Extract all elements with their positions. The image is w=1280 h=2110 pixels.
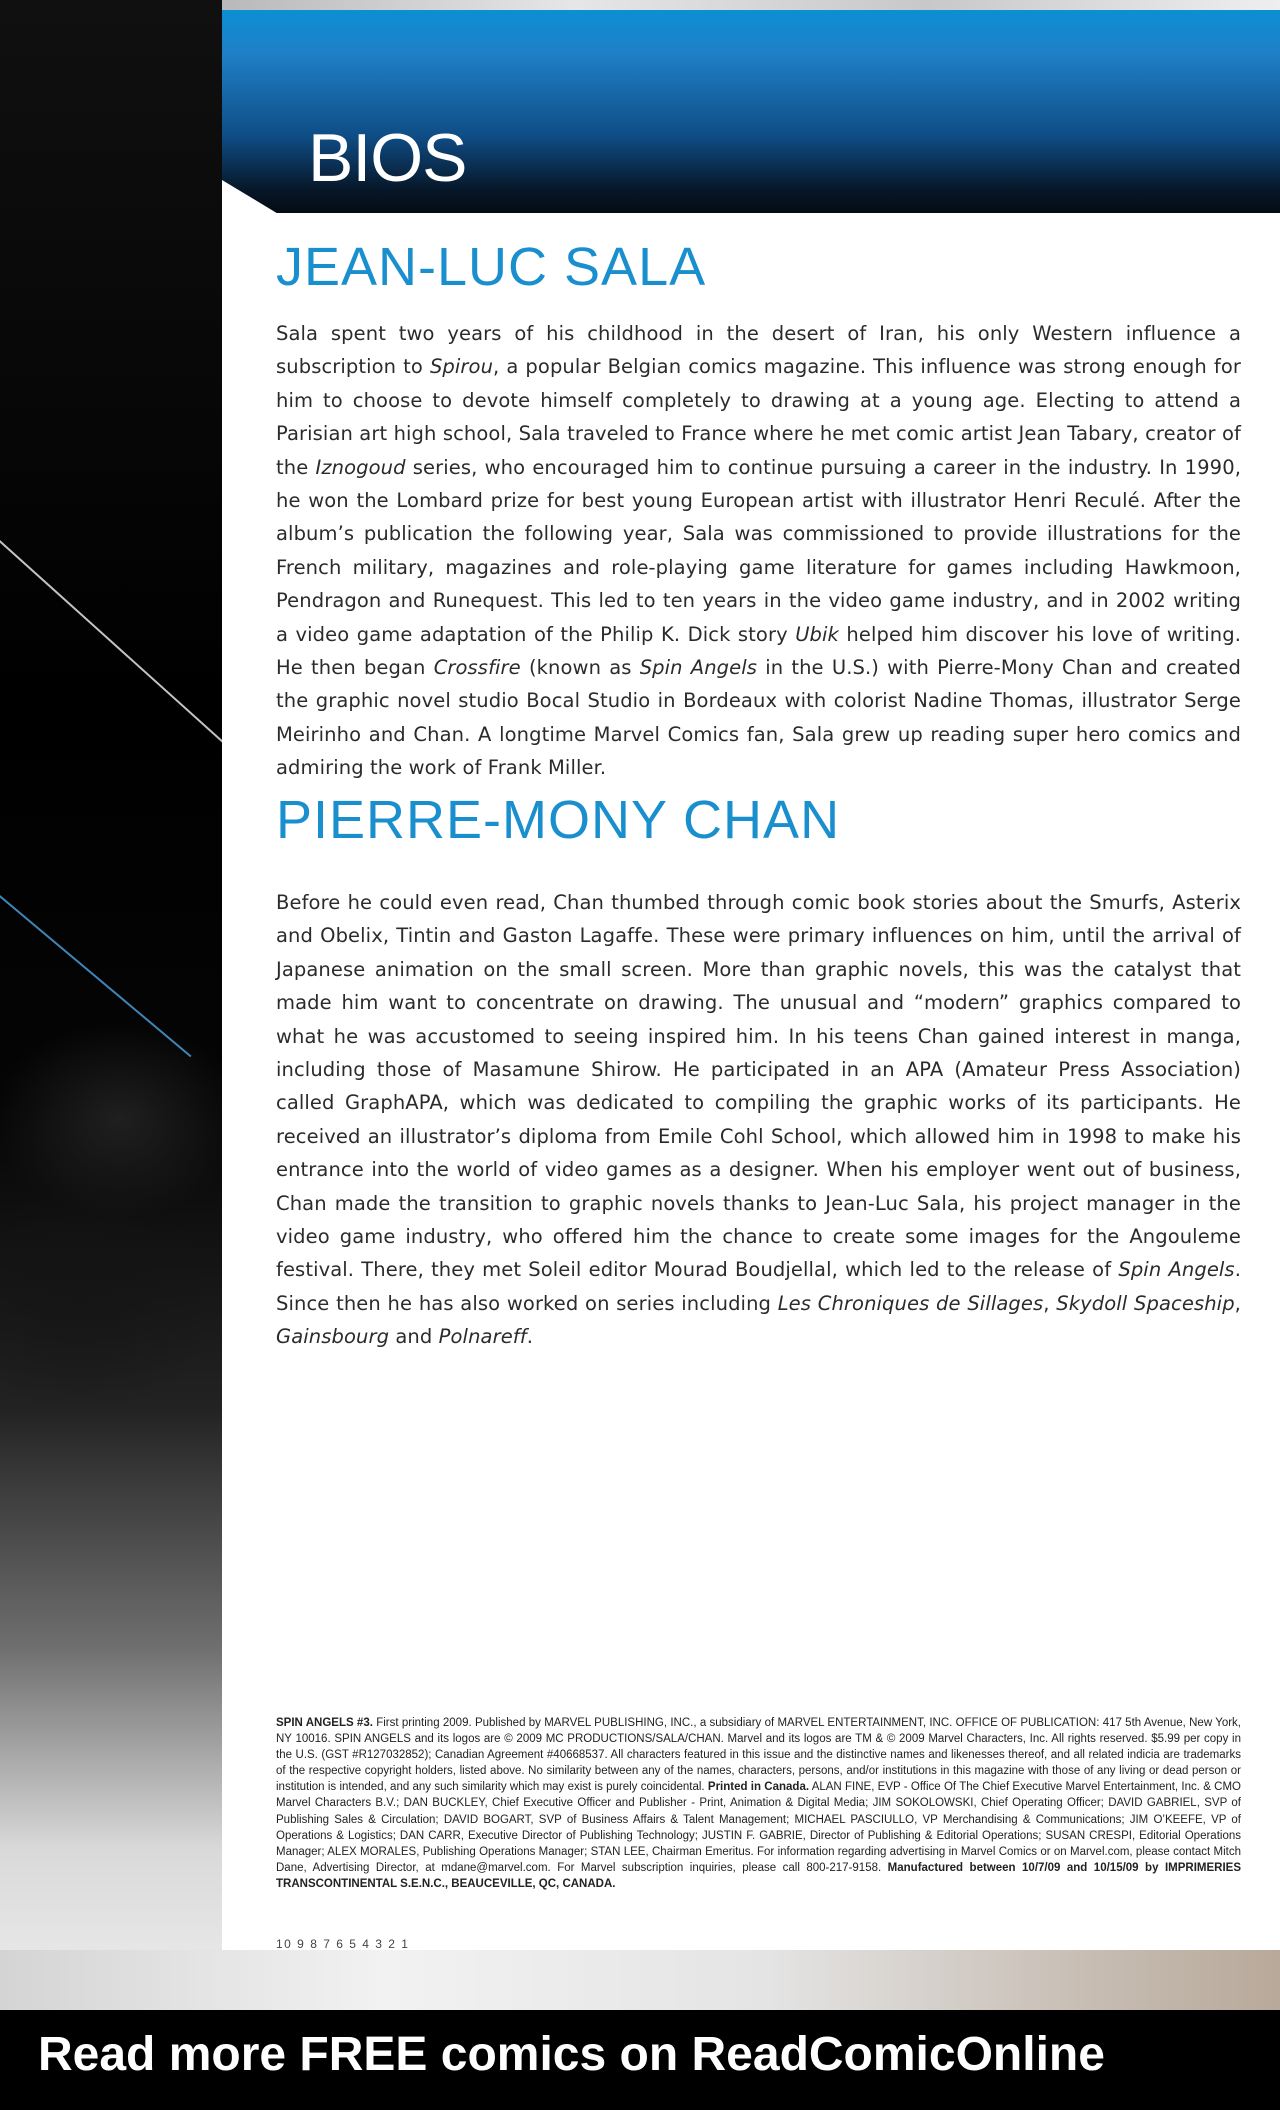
text-run: helped him discover his love of writing. He then began [276,622,1242,680]
header-notch [222,180,280,215]
text-run: , a popular Belgian comics magazine. This influence was strong enough for him to choose to devote himself completely to drawing at a young age. Electing to attend a Parisian art high school, Sala traveled to France where he met comic artist Jean Tabary, creator of the [276,355,1241,479]
text-run: , [1234,1291,1241,1315]
italic-title: Spirou [429,355,494,379]
italic-title: Iznogoud [315,455,406,479]
publication-indicia [276,1715,1241,1892]
bold-text: Manufactured between 10/7/09 and 10/15/09 by IMPRIMERIES TRANSCONTINENTAL S.E.N.C., BEAUCEVILLE, QC, CANADA. [276,1861,1241,1890]
text-run: in the U.S.) with Pierre-Mony Chan and created the graphic novel studio Bocal Studio in Bordeaux with colorist Nadine Thomas, illustrator Serge Meirinho and Chan. A longtime Marvel Comics fan, Sala grew up reading super hero comics and admiring the work of Frank Miller. [276,656,1242,780]
italic-title: Spin Angels [1118,1258,1235,1282]
text-run: Before he could even read, Chan thumbed through comic book stories about the Smurfs, Asterix and Obelix, Tintin and Gaston Lagaffe. These were primary influences on him, until the arrival of Japanese animation on the small screen. More than graphic novels, this was the catalyst that made him want to concentrate on drawing. The unusual and “modern” graphics compared to what he was accustomed to seeing inspired him. In his teens Chan gained interest in manga, including those of Masamune Shirow. He participated in an APA (Amateur Press Association) called GraphAPA, which was dedicated to compiling the graphic works of its participants. He received an illustrator’s diploma from Emile Cohl School, which allowed him in 1998 to make his entrance into the world of video games as a designer. When his employer went out of business, Chan made the transition to graphic novels thanks to Jean-Luc Sala, his project manager in the video game industry, who offered him the chance to create some images for the Angouleme festival. There, they met Soleil editor Mourad Boudjellal, which led to the release of [276,891,1241,1282]
text-run: . Since then he has also worked on series including [276,1258,1242,1315]
bios-page [222,10,1280,1950]
italic-title: Gainsbourg [276,1325,390,1349]
italic-title: Polnareff [438,1325,527,1349]
italic-title: Les Chroniques de Sillages [777,1291,1044,1315]
text-run: ALAN FINE, EVP - Office Of The Chief Executive Marvel Entertainment, Inc. & CMO Marvel Characters B.V.; DAN BUCKLEY, Chief Executive Officer and Publisher - Print, Animation & Digital Media; JIM SOKOLOWSKI, Chief Operating Officer; DAVID GABRIEL, SVP of Publishing Sales & Circulation; DAVID BOGART, SVP of Business Affairs & Talent Management; MICHAEL PASCIULLO, VP Merchandising & Communications; JIM O’KEEFE, VP of Operations & Logistics; DAN CARR, Executive Director of Publishing Technology; JUSTIN F. GABRIE, Director of Publishing & Editorial Operations; SUSAN CRESPI, Editorial Operations Manager; ALEX MORALES, Publishing Operations Manager; STAN LEE, Chairman Emeritus. For information regarding advertising in Marvel Comics or on Marvel.com, please contact Mitch Dane, Advertising Director, at mdane@marvel.com. For Marvel subscription inquiries, please call 800-217-9158. [276,1781,1241,1874]
italic-title: Spin Angels [639,656,758,680]
background-artwork-top [222,0,1280,10]
italic-title: Skydoll Spaceship [1056,1291,1235,1315]
print-run-numbers: 10 9 8 7 6 5 4 3 2 1 [276,1937,410,1951]
bold-text: SPIN ANGELS #3. [276,1717,373,1729]
bio-text-jean-luc-sala [276,317,1241,785]
text-run: and [389,1325,439,1349]
text-run: Sala spent two years of his childhood in the desert of Iran, his only Western influence a subscription to [276,322,1241,379]
text-run: series, who encouraged him to continue pursuing a career in the industry. In 1990, he won the Lombard prize for best young European artist with illustrator Henri Reculé. After the album’s publication the following year, Sala was commissioned to provide illustrations for the French military, magazines and role-playing game literature for games including Hawkmoon, Pendragon and Runequest. This led to ten years in the video game industry, and in 2002 writing a video game adaptation of the Philip K. Dick story [276,455,1241,646]
promo-banner-text[interactable]: Read more FREE comics on ReadComicOnline [38,2028,1105,2081]
background-artwork-bottom [0,1950,1280,2010]
text-run: , [1043,1291,1057,1315]
bio-name-pierre-mony-chan: PIERRE-MONY CHAN [276,790,841,850]
text-run: . [526,1325,534,1349]
background-artwork-left [0,0,222,2010]
text-run: First printing 2009. Published by MARVEL PUBLISHING, INC., a subsidiary of MARVEL ENTERTAINMENT, INC. OFFICE OF PUBLICATION: 417 5th Avenue, New York, NY 10016. SPIN ANGELS and its logos are © 2009 MC PRODUCTIONS/SALA/CHAN. Marvel and its logos are TM & © 2009 Marvel Characters, Inc. All rights reserved. $5.99 per copy in the U.S. (GST #R127032852); Canadian Agreement #40668537. All characters featured in this issue and the distinctive names and likenesses thereof, and all related indicia are trademarks of the respective copyright holders, listed above. No similarity between any of the names, characters, persons, and/or institutions in this magazine with those of any living or dead person or institution is intended, and any such similarity which may exist is purely coincidental. [276,1717,1241,1794]
bio-text-pierre-mony-chan [276,886,1241,1354]
italic-title: Crossfire [433,656,521,680]
italic-title: Ubik [795,622,839,646]
bio-name-jean-luc-sala: JEAN-LUC SALA [276,237,707,297]
bold-text: Printed in Canada. [707,1781,810,1794]
page-title: BIOS [308,120,467,196]
text-run: (known as [520,656,640,680]
